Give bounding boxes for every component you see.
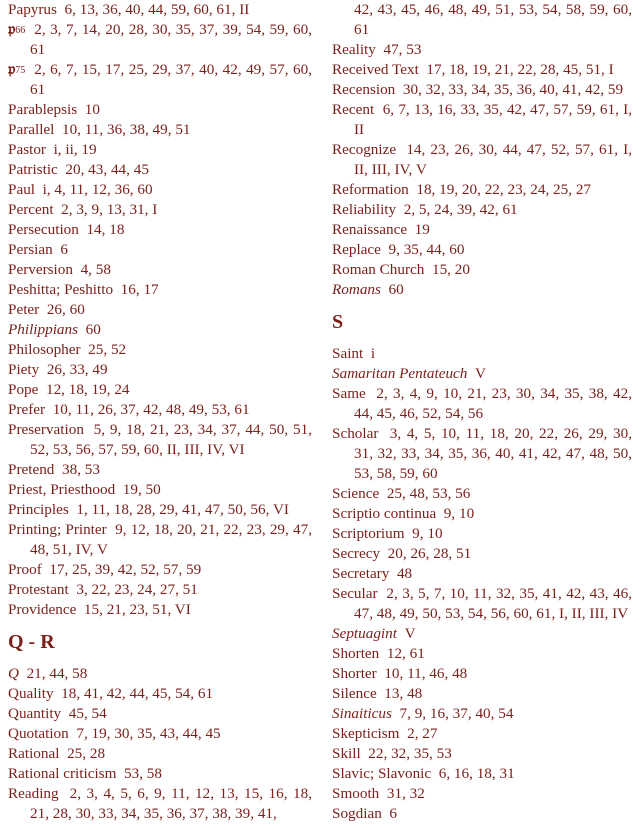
entry-term: Peshitta; Peshitto: [8, 281, 114, 298]
entry-term: Papyrus: [8, 1, 57, 18]
entry-term: Shorten: [332, 645, 380, 662]
entry-term: Scriptorium: [332, 525, 405, 542]
entry-term: Shorter: [332, 665, 377, 682]
index-entry: [332, 240, 632, 260]
index-entry: [8, 420, 312, 460]
entry-term: Providence: [8, 601, 77, 618]
entry-continuation: 42, 43, 45, 46, 48, 49, 51, 53, 54, 58, 59, 60, 61: [354, 1, 632, 38]
entry-refs: 22, 32, 35, 53: [368, 745, 452, 762]
index-entry: [8, 220, 312, 240]
entry-group-q-r: [8, 664, 312, 824]
entry-refs: 9, 35, 44, 60: [388, 241, 465, 258]
entry-refs: 6, 16, 18, 31: [438, 765, 515, 782]
entry-term: Same: [332, 385, 366, 402]
index-entry: [8, 340, 312, 360]
entry-term: Pope: [8, 381, 39, 398]
entry-refs: 2, 3, 9, 13, 31, I: [61, 201, 158, 218]
index-entry: [8, 200, 312, 220]
index-entry-p66: [8, 20, 312, 60]
entry-term: Pretend: [8, 461, 55, 478]
entry-term: Secrecy: [332, 545, 381, 562]
entry-term: Secular: [332, 585, 378, 602]
entry-refs: 45, 54: [68, 705, 107, 722]
index-entry: [332, 200, 632, 220]
entry-term: Paul: [8, 181, 36, 198]
index-entry: [8, 764, 312, 784]
entry-refs: 9, 10: [443, 505, 475, 522]
entry-refs: 5, 9, 18, 21, 23, 34, 37, 44, 50, 51, 52, 53, 56, 57, 59, 60, II, III, IV, VI: [30, 421, 313, 458]
papyrus-number: 66: [15, 25, 26, 36]
entry-term: Perversion: [8, 261, 73, 278]
entry-refs: 19: [414, 221, 430, 238]
entry-refs: 9, 10: [412, 525, 443, 542]
entry-refs: V: [404, 625, 416, 642]
entry-refs: 12, 18, 19, 24: [45, 381, 130, 398]
entry-refs: 21, 44, 58: [26, 665, 88, 682]
entry-refs: 20, 26, 28, 51: [387, 545, 472, 562]
entry-term: Persian: [8, 241, 53, 258]
entry-term: Pastor: [8, 141, 46, 158]
index-entry: [8, 704, 312, 724]
entry-term: Reformation: [332, 181, 409, 198]
index-entry: [8, 684, 312, 704]
entry-refs: 47, 53: [383, 41, 422, 58]
index-entry: [8, 480, 312, 500]
entry-term: Prefer: [8, 401, 46, 418]
entry-refs: 60: [388, 281, 404, 298]
index-entry: [8, 400, 312, 420]
entry-refs: 25, 52: [88, 341, 127, 358]
entry-refs: 15, 21, 23, 51, VI: [83, 601, 191, 618]
papyrus-p-glyph: 𝔭: [8, 21, 16, 38]
entry-refs: 26, 60: [46, 301, 85, 318]
entry-refs: 15, 20: [431, 261, 470, 278]
entry-term: Slavic; Slavonic: [332, 765, 432, 782]
entry-refs: 6, 7, 13, 16, 33, 35, 42, 47, 57, 59, 61, I, II: [354, 101, 632, 138]
entry-term: Quotation: [8, 725, 69, 742]
section-heading-s: S: [332, 311, 344, 333]
entry-term: Rational: [8, 745, 60, 762]
entry-refs: 17, 18, 19, 21, 22, 28, 45, 51, I: [426, 61, 614, 78]
section-heading-q-r: Q - R: [8, 631, 55, 653]
papyrus-number: 75: [15, 65, 26, 76]
index-entry: [332, 40, 632, 60]
entry-refs: 31, 32: [386, 785, 425, 802]
index-entry: [8, 140, 312, 160]
index-entry: [332, 644, 632, 664]
entry-term: Samaritan Pentateuch: [332, 365, 468, 382]
entry-refs: 20, 43, 44, 45: [65, 161, 149, 178]
entry-term: Piety: [8, 361, 40, 378]
entry-term: Philippians: [8, 321, 79, 338]
index-entry-p75: [8, 60, 312, 100]
entry-refs: 3, 4, 5, 10, 11, 18, 20, 22, 26, 29, 30, 31, 32, 33, 34, 35, 36, 40, 41, 42, 47, 48, 50, 53, 58, 59, 60: [354, 425, 633, 482]
entry-refs: 6: [389, 805, 397, 822]
entry-term: Quantity: [8, 705, 62, 722]
entry-refs: 38, 53: [62, 461, 100, 478]
index-entry: [332, 504, 632, 524]
entry-refs: 10: [84, 101, 100, 118]
index-entry: [332, 624, 632, 644]
entry-term: Reading: [8, 785, 59, 802]
entry-refs: 30, 32, 33, 34, 35, 36, 40, 41, 42, 59: [402, 81, 624, 98]
entry-refs: 10, 11, 26, 37, 42, 48, 49, 53, 61: [52, 401, 250, 418]
index-entry: [8, 300, 312, 320]
entry-refs: 19, 50: [122, 481, 161, 498]
entry-term: Reliability: [332, 201, 397, 218]
index-entry: [8, 664, 312, 684]
entry-refs: 10, 11, 36, 38, 49, 51: [61, 121, 191, 138]
entry-refs: 2, 27: [407, 725, 438, 742]
index-entry: [332, 364, 632, 384]
entry-term: Quality: [8, 685, 54, 702]
entry-term: Preservation: [8, 421, 84, 438]
index-column-left: [8, 0, 312, 824]
entry-refs: 60: [85, 321, 101, 338]
index-entry: [332, 664, 632, 684]
index-entry: [8, 0, 312, 20]
index-entry: [8, 380, 312, 400]
index-entry: [332, 804, 632, 824]
entry-refs: i: [370, 345, 376, 362]
index-entry: [332, 60, 632, 80]
index-entry: [8, 500, 312, 520]
entry-refs: i, ii, 19: [53, 141, 97, 158]
entry-term: Roman Church: [332, 261, 425, 278]
entry-term: Septuagint: [332, 625, 397, 642]
entry-refs: 3, 22, 23, 24, 27, 51: [76, 581, 198, 598]
index-entry: [8, 560, 312, 580]
index-entry: [332, 544, 632, 564]
entry-refs: 2, 6, 7, 15, 17, 25, 29, 37, 40, 42, 49, 57, 60, 61: [30, 61, 313, 98]
index-entry: [332, 584, 632, 624]
entry-term: Reality: [332, 41, 376, 58]
index-entry: [8, 100, 312, 120]
entry-term: Saint: [332, 345, 364, 362]
index-entry: [8, 784, 312, 824]
index-entry: [8, 460, 312, 480]
index-entry: [8, 160, 312, 180]
entry-term: Silence: [332, 685, 377, 702]
entry-refs: 6, 13, 36, 40, 44, 59, 60, 61, II: [64, 1, 250, 18]
entry-term: Patristic: [8, 161, 58, 178]
entry-refs: 1, 11, 18, 28, 29, 41, 47, 50, 56, VI: [76, 501, 289, 518]
index-entry: [332, 220, 632, 240]
index-entry: [8, 600, 312, 620]
index-column-right: [332, 0, 632, 824]
entry-group-p-continued: [8, 100, 312, 620]
index-entry: [332, 100, 632, 140]
index-entry: [8, 280, 312, 300]
entry-term: Recension: [332, 81, 396, 98]
entry-term: Smooth: [332, 785, 380, 802]
entry-refs: 17, 25, 39, 42, 52, 57, 59: [49, 561, 202, 578]
entry-term: Skepticism: [332, 725, 400, 742]
entry-refs: 6: [60, 241, 68, 258]
index-entry: [8, 580, 312, 600]
entry-refs: 2, 5, 24, 39, 42, 61: [403, 201, 518, 218]
index-entry: [8, 744, 312, 764]
index-entry: [332, 524, 632, 544]
entry-refs: V: [475, 365, 486, 382]
entry-term: Percent: [8, 201, 54, 218]
index-entry: [332, 180, 632, 200]
index-entry: [332, 724, 632, 744]
entry-term: Parablepsis: [8, 101, 78, 118]
entry-term: Received Text: [332, 61, 419, 78]
entry-term: Peter: [8, 301, 40, 318]
entry-refs: 26, 33, 49: [46, 361, 108, 378]
index-entry: [332, 704, 632, 724]
index-entry: [8, 360, 312, 380]
entry-term: Sogdian: [332, 805, 382, 822]
entry-refs: 2, 3, 4, 9, 10, 21, 23, 30, 34, 35, 38, 42, 44, 45, 46, 52, 54, 56: [354, 385, 633, 422]
papyrus-p-glyph: 𝔭: [8, 61, 16, 78]
entry-refs: 7, 9, 16, 37, 40, 54: [399, 705, 514, 722]
entry-refs: 48: [396, 565, 413, 582]
entry-group-r: [332, 40, 632, 300]
entry-group-s: [332, 344, 632, 824]
entry-refs: 2, 3, 5, 7, 10, 11, 32, 35, 41, 42, 43, 46, 47, 48, 49, 50, 53, 54, 56, 60, 61, I, II, III, IV: [354, 585, 632, 622]
entry-term: Sinaiticus: [332, 705, 392, 722]
index-entry: [332, 764, 632, 784]
entry-refs: i, 4, 11, 12, 36, 60: [42, 181, 153, 198]
entry-term: Q: [8, 665, 19, 682]
entry-refs: 14, 23, 26, 30, 44, 47, 52, 57, 61, I, II, III, IV, V: [354, 141, 633, 178]
entry-refs: 13, 48: [384, 685, 423, 702]
index-entry: [332, 80, 632, 100]
entry-refs: 10, 11, 46, 48: [384, 665, 468, 682]
entry-refs: 16, 17: [120, 281, 159, 298]
entry-term: Renaissance: [332, 221, 408, 238]
entry-term: Priest, Priesthood: [8, 481, 116, 498]
entry-term: Skill: [332, 745, 361, 762]
entry-refs: 4, 58: [80, 261, 111, 278]
index-entry: [8, 240, 312, 260]
index-entry: [332, 484, 632, 504]
index-entry: [332, 140, 632, 180]
index-entry: [332, 384, 632, 424]
entry-refs: 2, 3, 4, 5, 6, 9, 11, 12, 13, 15, 16, 18, 21, 28, 30, 33, 34, 35, 36, 37, 38, 39, 41,: [30, 785, 313, 822]
index-entry: [332, 280, 632, 300]
entry-term: Proof: [8, 561, 42, 578]
entry-refs: 14, 18: [86, 221, 125, 238]
index-entry: [332, 784, 632, 804]
entry-refs: 2, 3, 7, 14, 20, 28, 30, 35, 37, 39, 54, 59, 60, 61: [30, 21, 313, 58]
index-entry: [8, 724, 312, 744]
index-entry: [8, 260, 312, 280]
entry-term: Romans: [332, 281, 381, 298]
index-entry: [8, 520, 312, 560]
entry-term: Recent: [332, 101, 375, 118]
entry-refs: 7, 19, 30, 35, 43, 44, 45: [76, 725, 221, 742]
index-entry: [8, 320, 312, 340]
entry-term: Principles: [8, 501, 69, 518]
entry-term: Persecution: [8, 221, 79, 238]
entry-term: Replace: [332, 241, 381, 258]
entry-term: Rational criticism: [8, 765, 117, 782]
entry-refs: 18, 19, 20, 22, 23, 24, 25, 27: [416, 181, 592, 198]
entry-term: Parallel: [8, 121, 55, 138]
index-entry: [332, 564, 632, 584]
index-entry: [332, 684, 632, 704]
entry-term: Printing; Printer: [8, 521, 107, 538]
entry-term: Recognize: [332, 141, 397, 158]
entry-refs: 53, 58: [124, 765, 162, 782]
entry-refs: 25, 48, 53, 56: [386, 485, 471, 502]
entry-term: Science: [332, 485, 380, 502]
index-entry: [332, 344, 632, 364]
entry-refs: 18, 41, 42, 44, 45, 54, 61: [61, 685, 214, 702]
entry-term: Philosopher: [8, 341, 81, 358]
entry-refs: 25, 28: [67, 745, 106, 762]
entry-term: Secretary: [332, 565, 390, 582]
index-entry: [332, 744, 632, 764]
entry-refs: 12, 61: [386, 645, 425, 662]
entry-term: Scholar: [332, 425, 379, 442]
entry-term: Protestant: [8, 581, 69, 598]
entry-refs: 9, 12, 18, 20, 21, 22, 23, 29, 47, 48, 51, IV, V: [30, 521, 312, 558]
entry-group-p: [8, 0, 312, 20]
index-entry: [8, 120, 312, 140]
index-entry: [8, 180, 312, 200]
index-entry: [332, 424, 632, 484]
index-entry: [332, 260, 632, 280]
entry-term: Scriptio continua: [332, 505, 437, 522]
